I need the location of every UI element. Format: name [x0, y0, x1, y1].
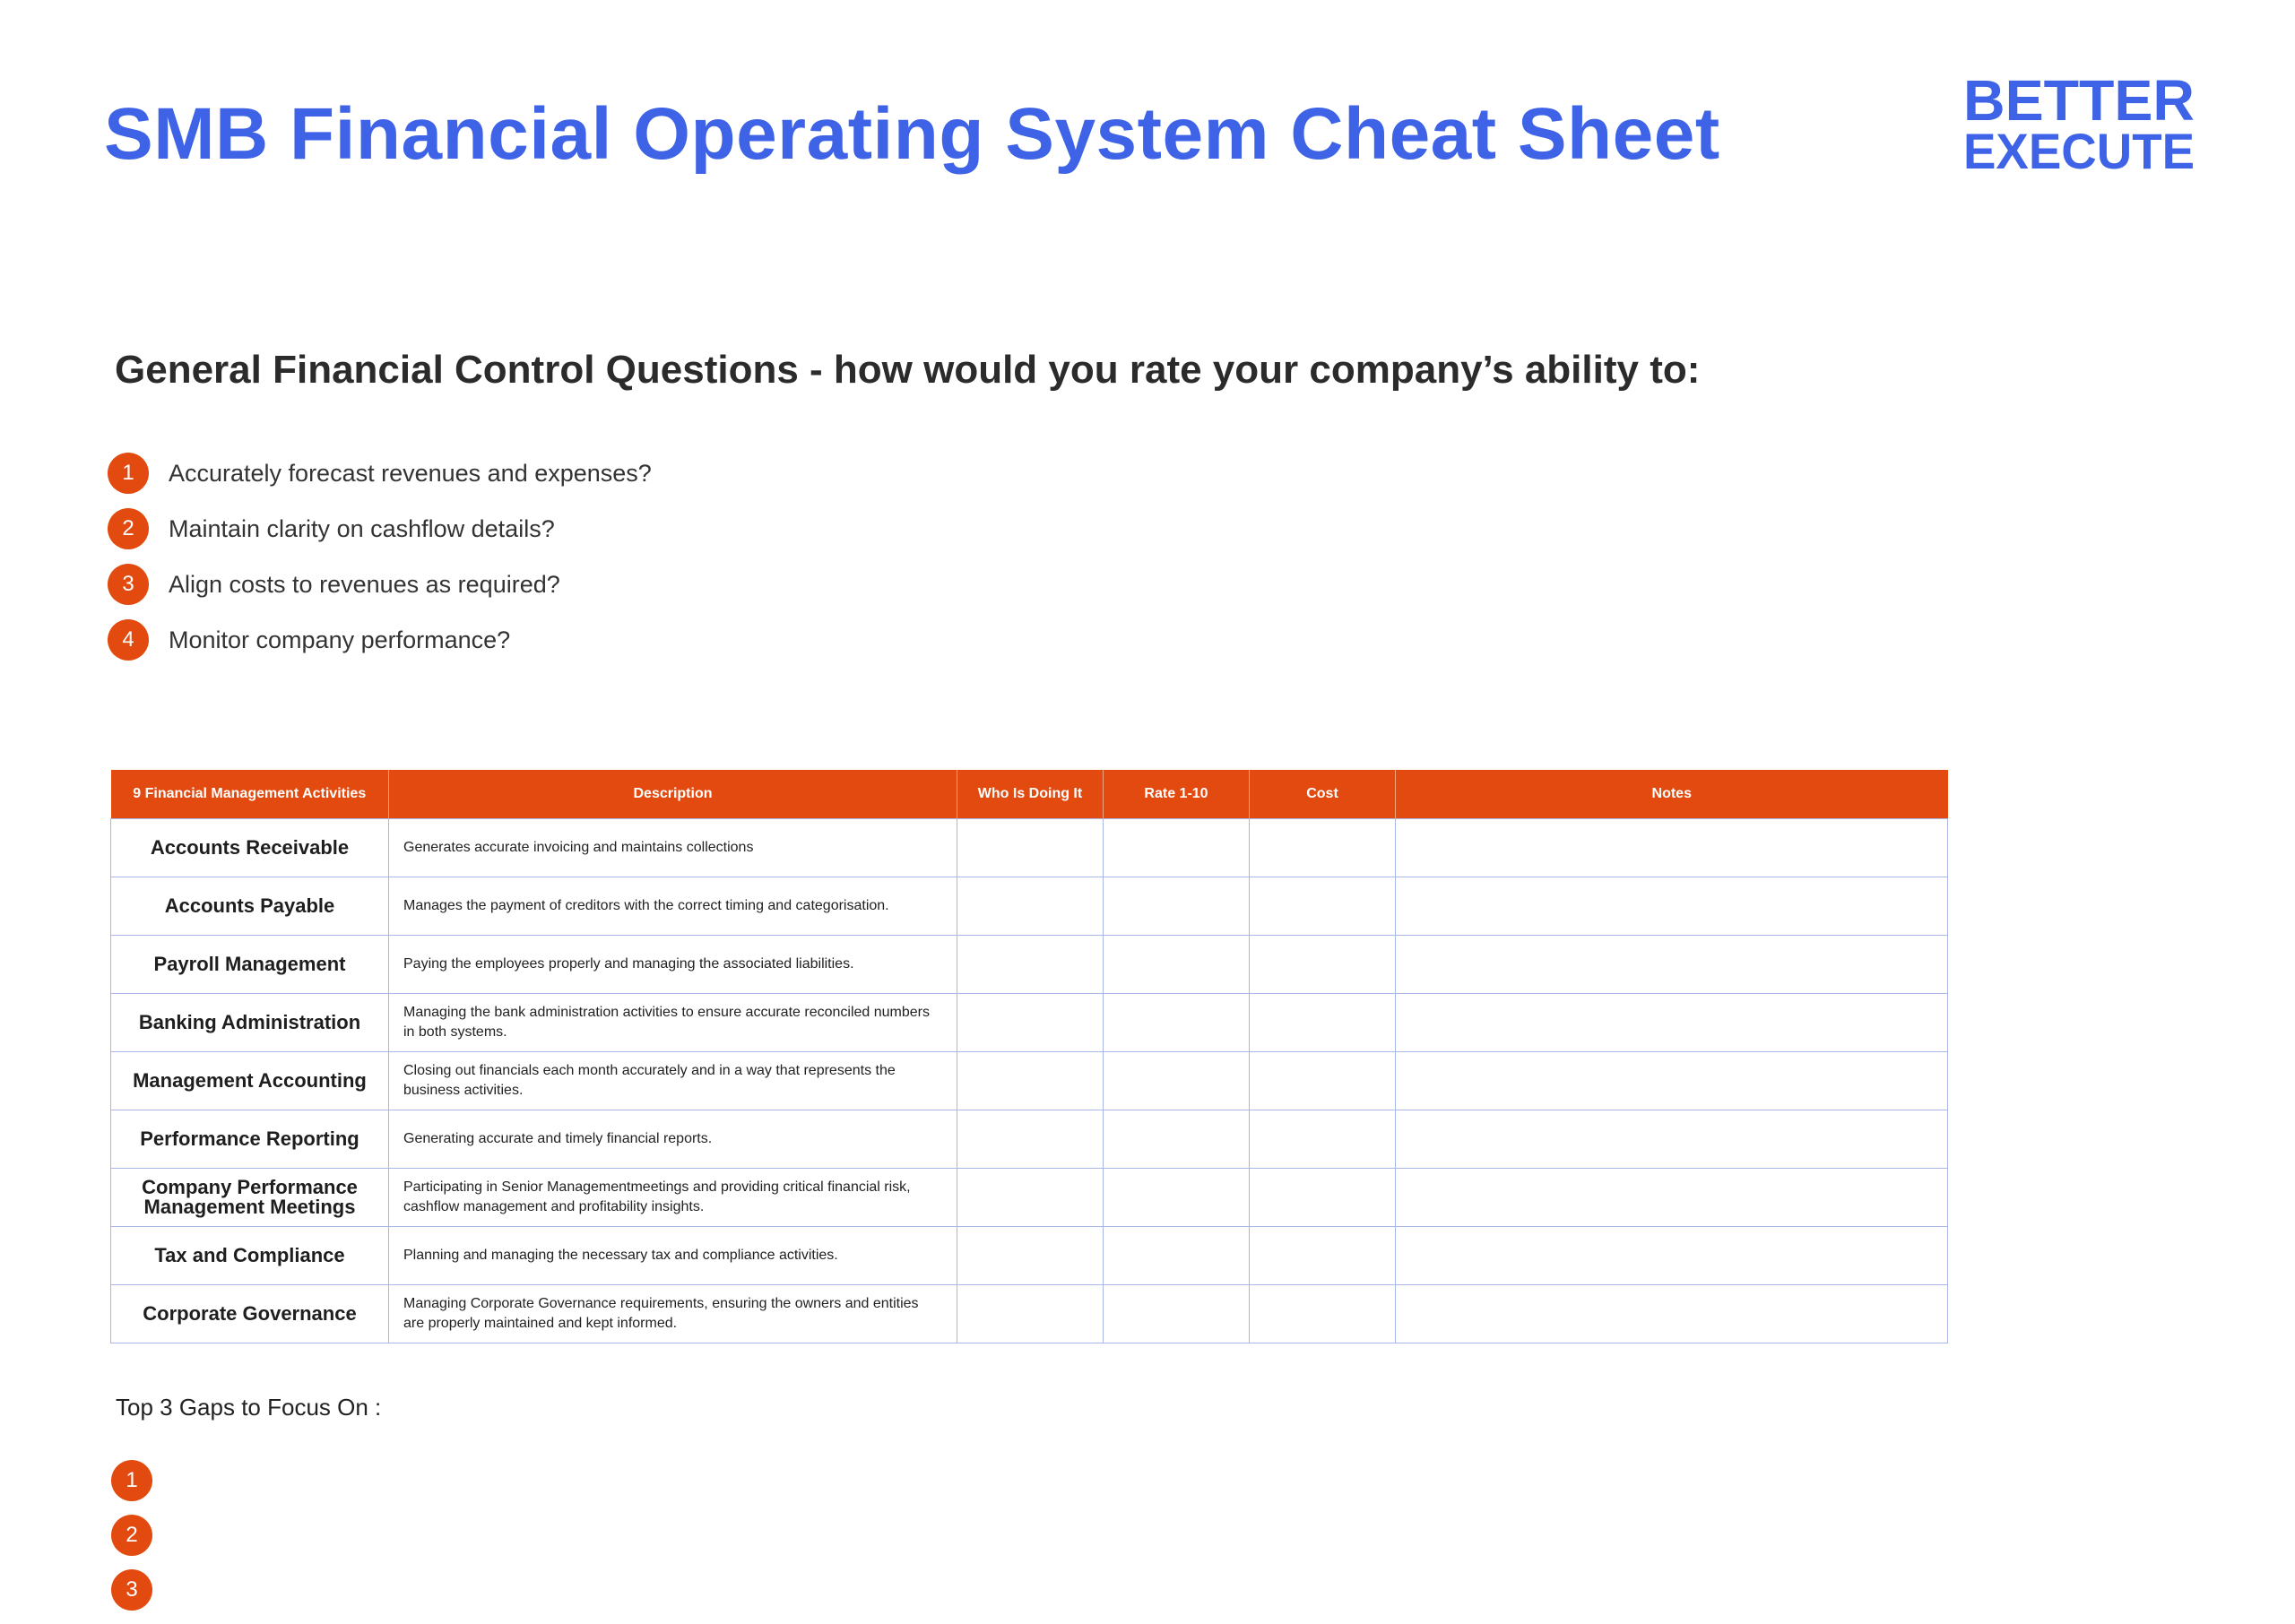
- table-row: [111, 877, 1948, 936]
- cost-cell[interactable]: [1250, 877, 1396, 936]
- table-row: [111, 819, 1948, 877]
- number-badge: 3: [111, 1569, 152, 1611]
- who-cell[interactable]: [957, 877, 1104, 936]
- column-header-notes: Notes: [1396, 770, 1948, 819]
- table-row: [111, 1052, 1948, 1110]
- question-text: Align costs to revenues as required?: [169, 570, 560, 598]
- rate-cell[interactable]: [1104, 1052, 1250, 1110]
- activity-description: Paying the employees properly and managing the associated liabilities.: [389, 936, 957, 994]
- rate-cell[interactable]: [1104, 936, 1250, 994]
- question-item: [108, 619, 652, 661]
- column-header-who: Who Is Doing It: [957, 770, 1104, 819]
- table-row: [111, 1110, 1948, 1169]
- cost-cell[interactable]: [1250, 819, 1396, 877]
- column-header-cost: Cost: [1250, 770, 1396, 819]
- who-cell[interactable]: [957, 1169, 1104, 1227]
- rate-cell[interactable]: [1104, 1285, 1250, 1343]
- cost-cell[interactable]: [1250, 936, 1396, 994]
- cost-cell[interactable]: [1250, 994, 1396, 1052]
- gaps-heading: Top 3 Gaps to Focus On :: [116, 1394, 382, 1421]
- rate-cell[interactable]: [1104, 1169, 1250, 1227]
- logo-mark: [1958, 70, 2200, 177]
- activity-description: Manages the payment of creditors with the correct timing and categorisation.: [389, 877, 957, 936]
- activity-name: Corporate Governance: [111, 1285, 389, 1343]
- notes-cell[interactable]: [1396, 1285, 1948, 1343]
- rate-cell[interactable]: [1104, 994, 1250, 1052]
- activity-name: Accounts Payable: [111, 877, 389, 936]
- gap-item: [111, 1569, 152, 1611]
- who-cell[interactable]: [957, 1052, 1104, 1110]
- table-row: [111, 1285, 1948, 1343]
- activity-name: Accounts Receivable: [111, 819, 389, 877]
- question-item: [108, 453, 652, 494]
- gap-item: [111, 1460, 152, 1501]
- rate-cell[interactable]: [1104, 877, 1250, 936]
- activity-name: Payroll Management: [111, 936, 389, 994]
- table-row: [111, 1227, 1948, 1285]
- table-header-row: [111, 770, 1948, 819]
- who-cell[interactable]: [957, 1110, 1104, 1169]
- question-text: Maintain clarity on cashflow details?: [169, 514, 555, 542]
- notes-cell[interactable]: [1396, 936, 1948, 994]
- notes-cell[interactable]: [1396, 1227, 1948, 1285]
- rate-cell[interactable]: [1104, 1227, 1250, 1285]
- logo-line-1: BETTER: [1963, 70, 2195, 133]
- activity-description: Managing Corporate Governance requirements, ensuring the owners and entities are properly maintained and kept informed.: [389, 1285, 957, 1343]
- who-cell[interactable]: [957, 1285, 1104, 1343]
- who-cell[interactable]: [957, 936, 1104, 994]
- who-cell[interactable]: [957, 819, 1104, 877]
- question-text: Monitor company performance?: [169, 626, 511, 653]
- notes-cell[interactable]: [1396, 877, 1948, 936]
- activities-table: [110, 770, 1948, 1343]
- activity-name: Management Accounting: [111, 1052, 389, 1110]
- activity-name: Performance Reporting: [111, 1110, 389, 1169]
- better-execute-logo: [1958, 70, 2200, 177]
- cost-cell[interactable]: [1250, 1285, 1396, 1343]
- table-row: [111, 1169, 1948, 1227]
- question-text: Accurately forecast revenues and expenses?: [169, 459, 652, 487]
- question-item: [108, 508, 652, 549]
- cost-cell[interactable]: [1250, 1227, 1396, 1285]
- activity-description: Closing out financials each month accurately and in a way that represents the business activities.: [389, 1052, 957, 1110]
- activity-name: Company Performance Management Meetings: [111, 1169, 389, 1227]
- who-cell[interactable]: [957, 994, 1104, 1052]
- logo-line-2: EXECUTE: [1963, 123, 2195, 177]
- activity-name: Tax and Compliance: [111, 1227, 389, 1285]
- questions-heading: General Financial Control Questions - how would you rate your company’s ability to:: [115, 348, 1701, 392]
- rate-cell[interactable]: [1104, 819, 1250, 877]
- column-header-rate: Rate 1-10: [1104, 770, 1250, 819]
- number-badge: 2: [108, 508, 149, 549]
- question-item: [108, 564, 652, 605]
- number-badge: 4: [108, 619, 149, 661]
- page-title: SMB Financial Operating System Cheat Sheet: [104, 93, 1720, 175]
- number-badge: 3: [108, 564, 149, 605]
- activity-description: Generates accurate invoicing and maintains collections: [389, 819, 957, 877]
- activity-description: Managing the bank administration activities to ensure accurate reconciled numbers in both systems.: [389, 994, 957, 1052]
- number-badge: 1: [111, 1460, 152, 1501]
- cost-cell[interactable]: [1250, 1169, 1396, 1227]
- cost-cell[interactable]: [1250, 1110, 1396, 1169]
- activity-description: Participating in Senior Managementmeetings and providing critical financial risk, cashflow management and profitability insights.: [389, 1169, 957, 1227]
- gaps-list: [111, 1460, 152, 1624]
- column-header-activity: 9 Financial Management Activities: [111, 770, 389, 819]
- column-header-description: Description: [389, 770, 957, 819]
- cost-cell[interactable]: [1250, 1052, 1396, 1110]
- number-badge: 1: [108, 453, 149, 494]
- table-row: [111, 994, 1948, 1052]
- notes-cell[interactable]: [1396, 1052, 1948, 1110]
- who-cell[interactable]: [957, 1227, 1104, 1285]
- activity-name: Banking Administration: [111, 994, 389, 1052]
- activity-description: Planning and managing the necessary tax and compliance activities.: [389, 1227, 957, 1285]
- notes-cell[interactable]: [1396, 1169, 1948, 1227]
- notes-cell[interactable]: [1396, 1110, 1948, 1169]
- number-badge: 2: [111, 1515, 152, 1556]
- activity-description: Generating accurate and timely financial reports.: [389, 1110, 957, 1169]
- notes-cell[interactable]: [1396, 994, 1948, 1052]
- table-row: [111, 936, 1948, 994]
- notes-cell[interactable]: [1396, 819, 1948, 877]
- gap-item: [111, 1515, 152, 1556]
- rate-cell[interactable]: [1104, 1110, 1250, 1169]
- questions-list: [108, 453, 652, 675]
